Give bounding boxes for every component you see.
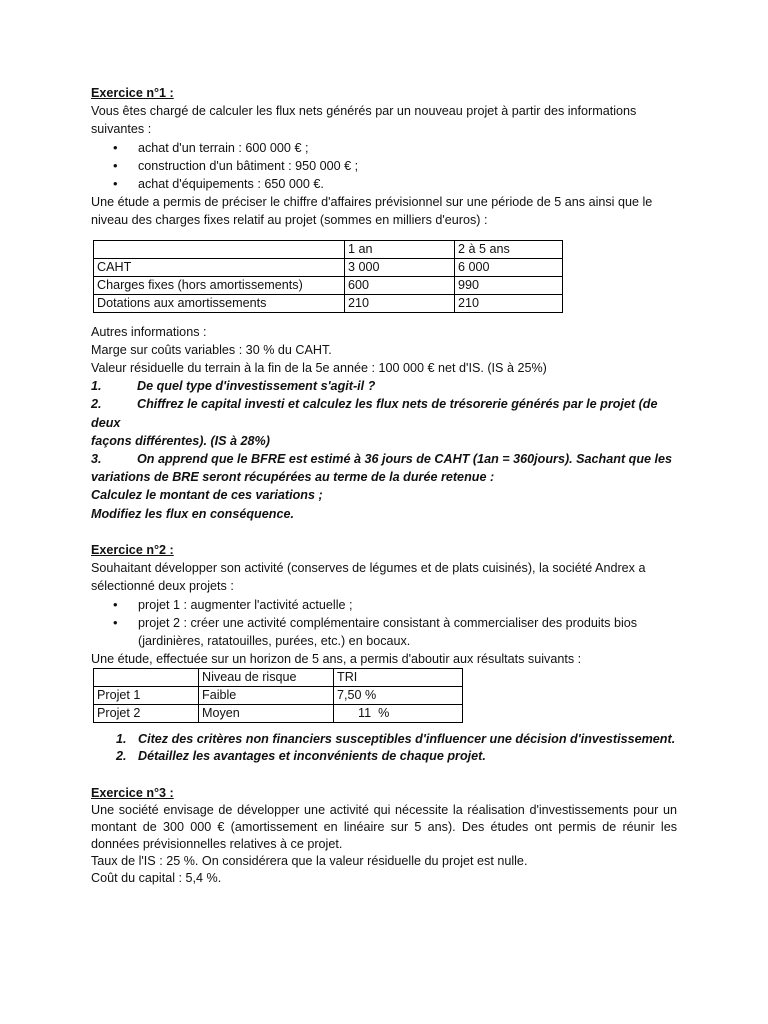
table-cell: 600 xyxy=(345,276,455,294)
capital-cost-text: Coût du capital : 5,4 %. xyxy=(91,870,222,885)
table-cell: Niveau de risque xyxy=(199,669,334,687)
question-2 xyxy=(91,395,677,431)
exercise-2-question-2 xyxy=(91,748,677,765)
table-cell: Charges fixes (hors amortissements) xyxy=(94,276,345,294)
exercise-3-para-line-1: Une société envisage de développer une activité qui nécessite la réalisation d'investissements pour un xyxy=(91,802,677,817)
table-cell: 11 % xyxy=(334,705,463,723)
question-number: 2. xyxy=(116,749,127,764)
table-cell: Dotations aux amortissements xyxy=(94,294,345,312)
table-cell: 7,50 % xyxy=(334,687,463,705)
question-text: On apprend que le BFRE est estimé à 36 jours de CAHT (1an = 360jours). Sachant que les xyxy=(137,452,673,467)
table-cell: Faible xyxy=(199,687,334,705)
table-cell xyxy=(94,240,345,258)
exercise-3-title: Exercice n°3 : xyxy=(91,785,174,800)
table-row xyxy=(94,705,463,723)
other-info-label: Autres informations : xyxy=(91,324,207,339)
document-page xyxy=(91,84,677,887)
table-cell: 210 xyxy=(345,294,455,312)
exercise-1-intro-line-2: suivantes : xyxy=(91,122,152,137)
exercise-1-study-line-1: Une étude a permis de préciser le chiffre d'affaires prévisionnel sur une période de 5 ans ainsi que le xyxy=(91,195,653,210)
question-3-task-1: Calculez le montant de ces variations ; xyxy=(91,488,323,503)
exercise-1-intro-line-1: Vous êtes chargé de calculer les flux nets générés par un nouveau projet à partir des informations xyxy=(91,104,637,119)
exercise-2-table xyxy=(93,668,463,723)
exercise-2-intro-line-2: sélectionné deux projets : xyxy=(91,579,234,594)
exercise-1-table xyxy=(93,240,563,313)
table-header-row xyxy=(94,240,563,258)
table-row xyxy=(94,687,463,705)
question-text: De quel type d'investissement s'agit-il ? xyxy=(137,379,376,394)
table-cell: Projet 1 xyxy=(94,687,199,705)
marge-text: Marge sur coûts variables : 30 % du CAHT. xyxy=(91,342,332,357)
list-item-continued: (jardinières, ratatouilles, purées, etc.) en bocaux. xyxy=(138,634,411,649)
question-number: 1. xyxy=(116,732,127,747)
table-header-row xyxy=(94,669,463,687)
exercise-1-study-line-2: niveau des charges fixes relatif au projet (sommes en milliers d'euros) : xyxy=(91,213,488,228)
table-cell: 2 à 5 ans xyxy=(455,240,563,258)
table-cell: 3 000 xyxy=(345,258,455,276)
list-item: • projet 2 : créer une activité complémentaire consistant à commercialiser des produits bios xyxy=(91,614,677,632)
question-1 xyxy=(91,377,677,395)
table-cell: 6 000 xyxy=(455,258,563,276)
question-text: Chiffrez le capital investi et calculez les flux nets de trésorerie générés par le projet (de deux xyxy=(91,397,658,430)
question-text: Citez des critères non financiers susceptibles d'influencer une décision d'investissement. xyxy=(138,732,676,747)
exercise-2-intro-line-1: Souhaitant développer son activité (conserves de légumes et de plats cuisinés), la société Andrex a xyxy=(91,561,646,576)
table-row xyxy=(94,258,563,276)
table-cell: CAHT xyxy=(94,258,345,276)
table-cell: TRI xyxy=(334,669,463,687)
exercise-2-study: Une étude, effectuée sur un horizon de 5 ans, a permis d'aboutir aux résultats suivants : xyxy=(91,652,582,667)
question-3-continued: variations de BRE seront récupérées au terme de la durée retenue : xyxy=(91,470,495,485)
tax-rate-text: Taux de l'IS : 25 %. On considérera que la valeur résiduelle du projet est nulle. xyxy=(91,853,528,868)
table-row xyxy=(94,276,563,294)
table-cell: Moyen xyxy=(199,705,334,723)
list-item: • projet 1 : augmenter l'activité actuelle ; xyxy=(91,596,677,614)
question-number: 1. xyxy=(91,379,102,394)
question-3 xyxy=(91,450,677,468)
list-item: • construction d'un bâtiment : 950 000 € ; xyxy=(91,157,677,175)
exercise-1-title: Exercice n°1 : xyxy=(91,86,174,100)
list-item: • achat d'équipements : 650 000 €. xyxy=(91,175,677,193)
table-cell xyxy=(94,669,199,687)
exercise-2-title: Exercice n°2 : xyxy=(91,543,174,558)
question-3-task-2: Modifiez les flux en conséquence. xyxy=(91,506,294,521)
exercise-3-para-line-3: données prévisionnelles relatives à ce projet. xyxy=(91,836,343,851)
exercise-3-para-line-2: montant de 300 000 € (amortissement en linéaire sur 5 ans). Des études ont permis de réunir les xyxy=(91,819,677,834)
table-cell: 1 an xyxy=(345,240,455,258)
table-row xyxy=(94,294,563,312)
table-cell: 210 xyxy=(455,294,563,312)
residual-value-text: Valeur résiduelle du terrain à la fin de la 5e année : 100 000 € net d'IS. (IS à 25%) xyxy=(91,361,547,376)
list-item: • achat d'un terrain : 600 000 € ; xyxy=(91,139,677,157)
question-2-continued: façons différentes). (IS à 28%) xyxy=(91,433,270,448)
question-number: 3. xyxy=(91,452,102,467)
table-cell: 990 xyxy=(455,276,563,294)
exercise-2-question-1 xyxy=(91,731,677,748)
question-text: Détaillez les avantages et inconvénients de chaque projet. xyxy=(138,749,486,764)
question-number: 2. xyxy=(91,397,102,412)
table-cell: Projet 2 xyxy=(94,705,199,723)
